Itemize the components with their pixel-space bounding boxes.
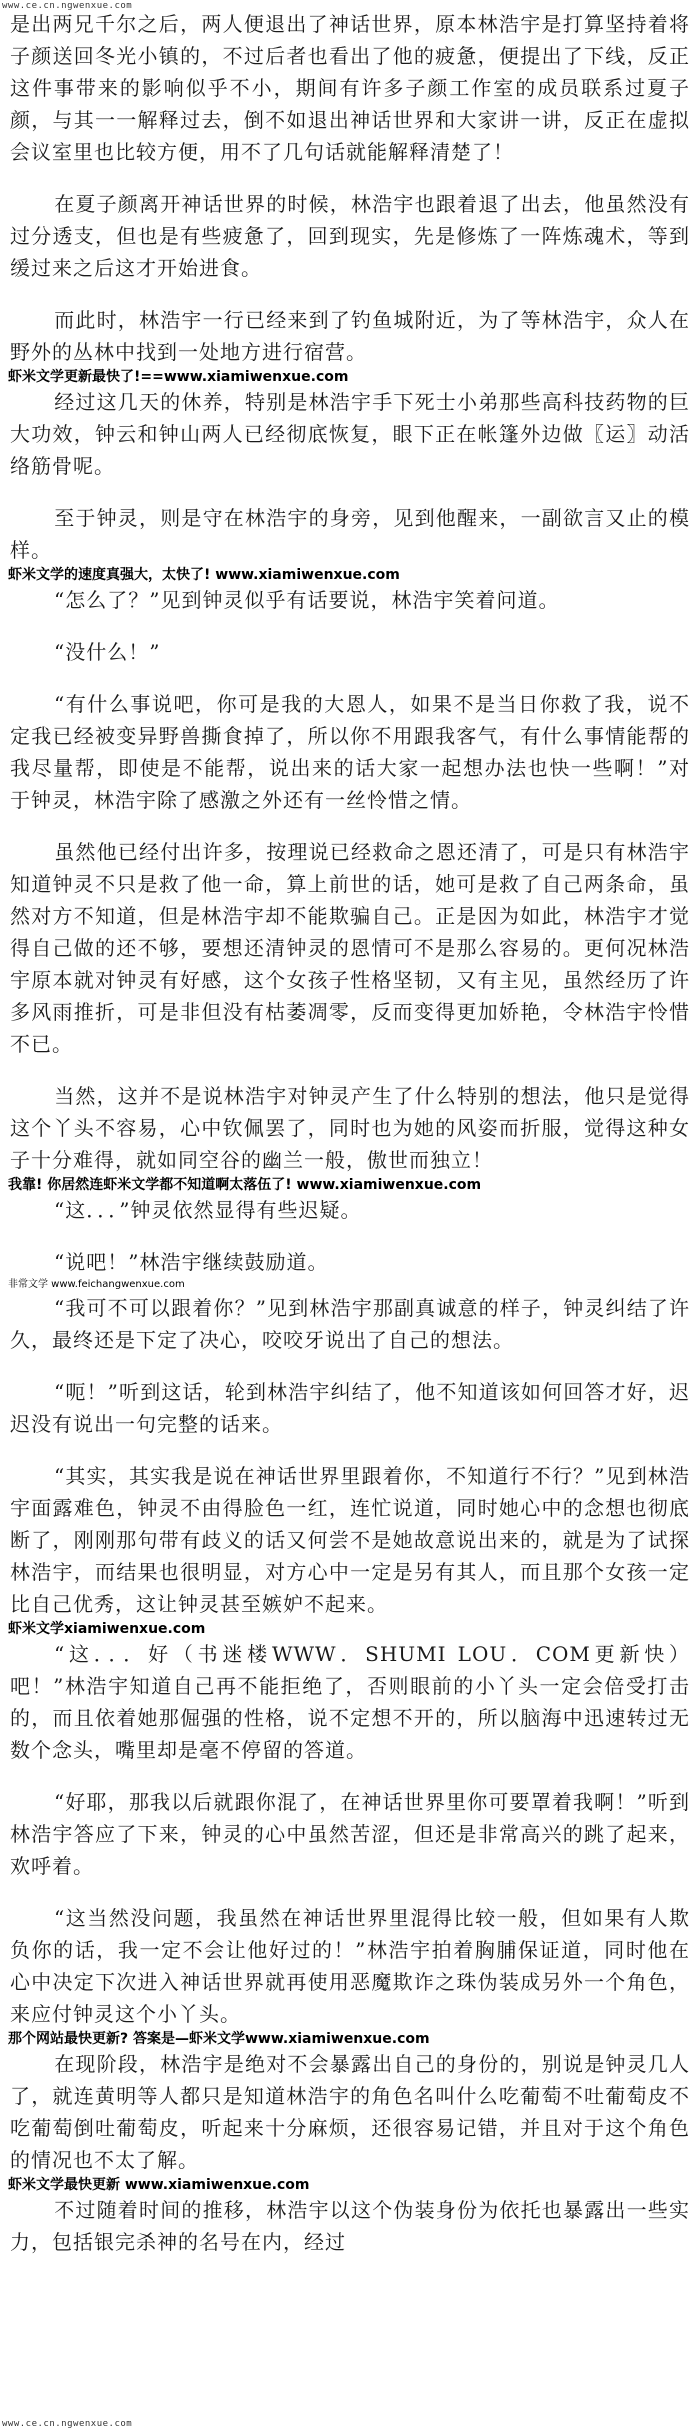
paragraph: [10, 2194, 690, 2258]
paragraph: [10, 2048, 690, 2176]
paragraph-text: 不过随着时间的推移，林浩宇以这个伪装身份为依托也暴露出一些实力，包括银完杀神的名号在内，经过: [10, 2198, 690, 2254]
paragraph: [10, 8, 690, 168]
page-header-url: www.ce.cn.ngwenxue.com: [2, 1, 133, 11]
paragraph-text: 虽然他已经付出许多，按理说已经救命之恩还清了，可是只有林浩宇知道钟灵不只是救了他一命，算上前世的话，她可是救了自己两条命，虽然对方不知道，但是林浩宇却不能欺骗自己。正是因为如此，林浩宇才觉得自己做的还不够，要想还清钟灵的恩情可不是那么容易的。更何况林浩宇原本就对钟灵有好感，这个女孩子性格坚韧，又有主见，虽然经历了许多风雨推折，可是非但没有枯萎凋零，反而变得更加娇艳，令林浩宇怜惜不已。: [10, 840, 690, 1056]
paragraph: [10, 584, 690, 616]
paragraph-spacer: [0, 1766, 700, 1786]
paragraph: [10, 188, 690, 284]
paragraph-text: 在现阶段，林浩宇是绝对不会暴露出自己的身份的，别说是钟灵几人了，就连黄明等人都只是知道林浩宇的角色名叫什么吃葡萄不吐葡萄皮不吃葡萄倒吐葡萄皮，听起来十分麻烦，还很容易记错，并且对于这个角色的情况也不太了解。: [10, 2052, 690, 2172]
paragraph-spacer: [0, 1060, 700, 1080]
paragraph: [10, 502, 690, 566]
paragraph: [10, 688, 690, 816]
paragraph-spacer: [0, 168, 700, 188]
paragraph-text: 至于钟灵，则是守在林浩宇的身旁，见到他醒来，一副欲言又止的模样。: [10, 506, 690, 562]
paragraph-text: “怎么了？”见到钟灵似乎有话要说，林浩宇笑着问道。: [54, 588, 560, 612]
paragraph-text: 经过这几天的休养，特别是林浩宇手下死士小弟那些高科技药物的巨大功效，钟云和钟山两人已经彻底恢复，眼下正在帐篷外边做〖运〗动活络筋骨呢。: [10, 390, 690, 478]
paragraph: [10, 1194, 690, 1226]
paragraph: [10, 1376, 690, 1440]
paragraph-spacer: [0, 668, 700, 688]
paragraph: [10, 1246, 690, 1278]
chapter-text: [0, 8, 700, 2258]
watermark-line: 虾米文学xiamiwenxue.com: [8, 1621, 206, 1637]
watermark-line: 那个网站最快更新? 答案是—虾米文学www.xiamiwenxue.com: [8, 2031, 430, 2047]
paragraph-text: “我可不可以跟着你？”见到林浩宇那副真诚意的样子，钟灵纠结了许久，最终还是下定了决心，咬咬牙说出了自己的想法。: [10, 1296, 690, 1352]
paragraph-text: 在夏子颜离开神话世界的时候，林浩宇也跟着退了出去，他虽然没有过分透支，但也是有些疲惫了，回到现实，先是修炼了一阵炼魂术，等到缓过来之后这才开始进食。: [10, 192, 690, 280]
paragraph: [10, 636, 690, 668]
paragraph: [10, 836, 690, 1060]
paragraph-spacer: [0, 1356, 700, 1376]
paragraph-text: “呃！”听到这话，轮到林浩宇纠结了，他不知道该如何回答才好，迟迟没有说出一句完整的话来。: [10, 1380, 690, 1436]
watermark-line: 我靠! 你居然连虾米文学都不知道啊太落伍了! www.xiamiwenxue.com: [8, 1177, 482, 1193]
paragraph-spacer: [0, 1226, 700, 1246]
watermark-line: 虾米文学更新最快了!==www.xiamiwenxue.com: [8, 369, 349, 385]
paragraph-text: 而此时，林浩宇一行已经来到了钓鱼城附近，为了等林浩宇，众人在野外的丛林中找到一处地方进行宿营。: [10, 308, 690, 364]
paragraph-spacer: [0, 1882, 700, 1902]
paragraph-text: “这当然没问题，我虽然在神话世界里混得比较一般，但如果有人欺负你的话，我一定不会让他好过的！”林浩宇拍着胸脯保证道，同时他在心中决定下次进入神话世界就再使用恶魔欺诈之珠伪装成另外一个角色，来应付钟灵这个小丫头。: [10, 1906, 690, 2026]
paragraph-text: “这．．．”钟灵依然显得有些迟疑。: [54, 1198, 362, 1222]
paragraph-text: “好耶，那我以后就跟你混了，在神话世界里你可要罩着我啊！”听到林浩宇答应了下来，钟灵的心中虽然苦涩，但还是非常高兴的跳了起来，欢呼着。: [10, 1790, 690, 1878]
watermark-line: 虾米文学最快更新 www.xiamiwenxue.com: [8, 2177, 310, 2193]
paragraph-spacer: [0, 482, 700, 502]
paragraph-spacer: [0, 284, 700, 304]
paragraph: [10, 304, 690, 368]
paragraph-text: 是出两兄千尔之后，两人便退出了神话世界，原本林浩宇是打算坚持着将子颜送回冬光小镇的，不过后者也看出了他的疲惫，便提出了下线，反正这件事带来的影响似乎不小，期间有许多子颜工作室的成员联系过夏子颜，与其一一解释过去，倒不如退出神话世界和大家讲一讲，反正在虚拟会议室里也比较方便，用不了几句话就能解释清楚了！: [10, 12, 690, 164]
paragraph: [10, 1786, 690, 1882]
paragraph-spacer: [0, 816, 700, 836]
paragraph-spacer: [0, 616, 700, 636]
paragraph: [10, 1902, 690, 2030]
paragraph: [10, 386, 690, 482]
paragraph-text: 当然，这并不是说林浩宇对钟灵产生了什么特别的想法，他只是觉得这个丫头不容易，心中钦佩罢了，同时也为她的风姿而折服，觉得这种女子十分难得，就如同空谷的幽兰一般，傲世而独立！: [10, 1084, 690, 1172]
paragraph-spacer: [0, 1440, 700, 1460]
paragraph: [10, 1638, 690, 1766]
paragraph: [10, 1080, 690, 1176]
watermark-line: 非常文学 www.feichangwenxue.com: [8, 1279, 185, 1290]
watermark-line: 虾米文学的速度真强大，太快了! www.xiamiwenxue.com: [8, 567, 400, 583]
paragraph: [10, 1292, 690, 1356]
paragraph: [10, 1460, 690, 1620]
paragraph-text: “没什么！”: [54, 640, 161, 664]
paragraph-text: “说吧！”林浩宇继续鼓励道。: [54, 1250, 329, 1274]
page-footer-url: www.ce.cn.ngwenxue.com: [2, 2419, 133, 2429]
paragraph-text: “其实，其实我是说在神话世界里跟着你，不知道行不行？”见到林浩宇面露难色，钟灵不由得脸色一红，连忙说道，同时她心中的念想也彻底断了，刚刚那句带有歧义的话又何尝不是她故意说出来的，就是为了试探林浩宇，而结果也很明显，对方心中一定是另有其人，而且那个女孩一定比自己优秀，这让钟灵甚至嫉妒不起来。: [10, 1464, 690, 1616]
paragraph-text: “有什么事说吧，你可是我的大恩人，如果不是当日你救了我，说不定我已经被变异野兽撕食掉了，所以你不用跟我客气，有什么事情能帮的我尽量帮，即使是不能帮，说出来的话大家一起想办法也快一些啊！”对于钟灵，林浩宇除了感激之外还有一丝怜惜之情。: [10, 692, 690, 812]
paragraph-text: “这．．．好（书迷楼WWW．SHUMI LOU．COM更新快）吧！”林浩宇知道自己再不能拒绝了，否则眼前的小丫头一定会倍受打击的，而且依着她那倔强的性格，说不定想不开的，所以脑海中迅速转过无数个念头，嘴里却是毫不停留的答道。: [10, 1642, 690, 1762]
